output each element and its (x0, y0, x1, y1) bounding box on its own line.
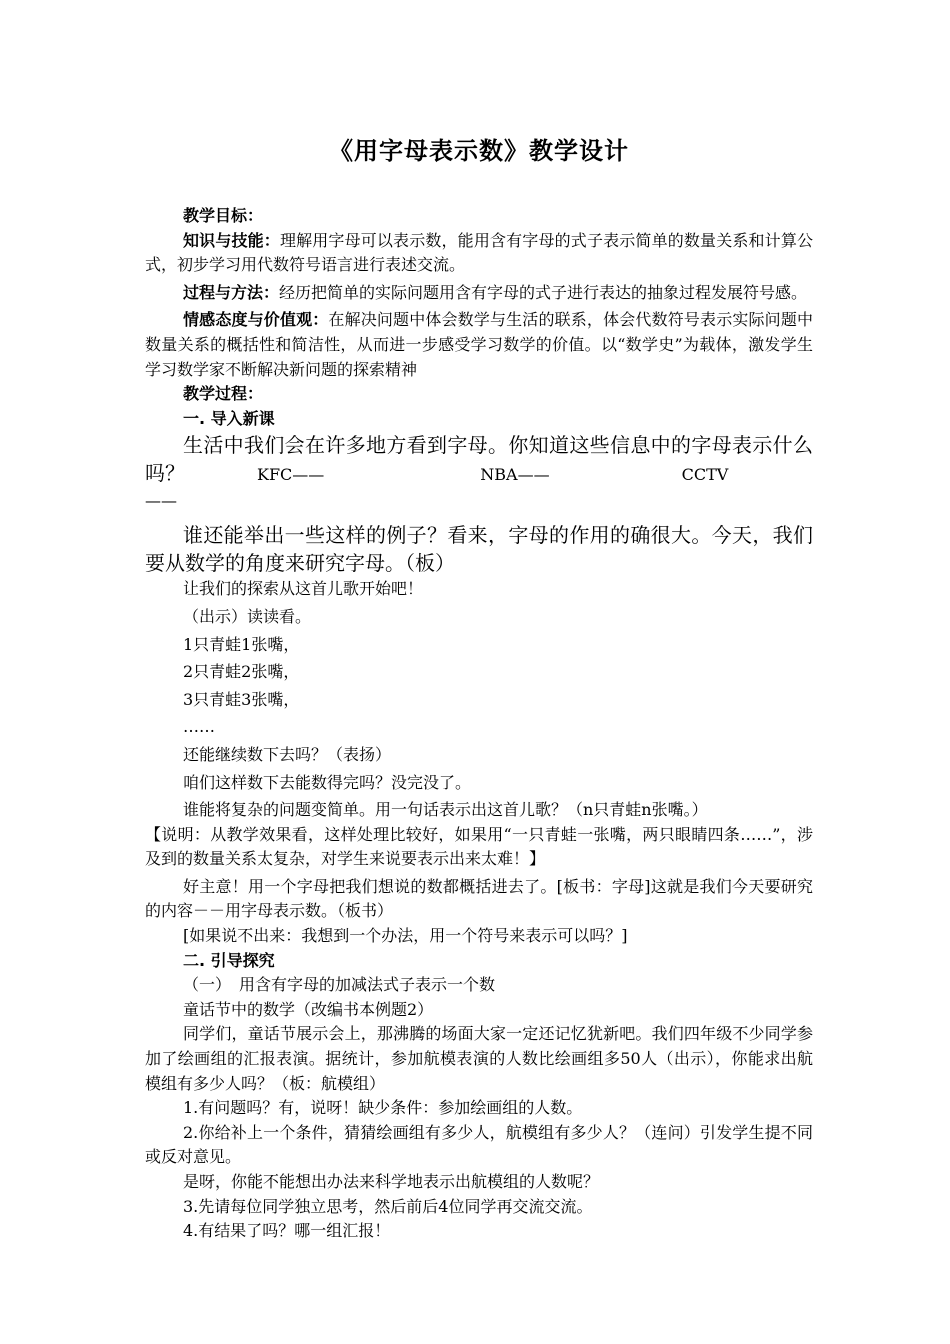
intro-text: 生活中我们会在许多地方看到字母。你知道这些信息中的字母表示什么吗？ (145, 433, 813, 486)
process-label: 过程与方法： (183, 282, 280, 302)
song-line: …… (183, 717, 215, 737)
fallback-paragraph: [如果说不出来：我想到一个办法，用一个符号来表示可以吗？] (183, 926, 628, 946)
emotion-paragraph (145, 308, 813, 382)
song-line: （出示）读读看。 (183, 606, 312, 626)
process-text: 经历把简单的实际问题用含有字母的式子进行表达的抽象过程发展符号感。 (279, 282, 808, 302)
goal-heading: 教学目标： (183, 206, 264, 225)
process-heading: 教学过程： (183, 384, 264, 404)
knowledge-label: 知识与技能： (183, 230, 280, 250)
abbr-kfc: KFC—— (257, 465, 325, 485)
knowledge-text: 理解用字母可以表示数，能用含有字母的式子表示简单的数量关系和计算公式，初步学习用代数符号语言进行表述交流。 (145, 230, 813, 275)
intro-paragraph (145, 431, 813, 489)
emotion-label: 情感态度与价值观： (183, 310, 329, 330)
abbr-nba: NBA—— (480, 465, 550, 485)
step-item: 3.先请每位同学独立思考，然后前后4位同学再交流交流。 (183, 1196, 593, 1216)
step-item: 1.有问题吗？有，说呀！缺少条件：参加绘画组的人数。 (183, 1098, 583, 1118)
section-heading-1: 一. 导入新课 (183, 408, 275, 428)
simplify-paragraph: 谁能将复杂的问题变简单。用一句话表示出这首儿歌？（n只青蛙n张嘴。） (183, 800, 708, 820)
song-line: 1只青蛙1张嘴， (183, 634, 300, 654)
note-paragraph: 【说明：从教学效果看，这样处理比较好，如果用“一只青蛙一张嘴，两只眼睛四条……”，涉及到的数量关系太复杂，对学生来说要表示出来太难！】 (145, 824, 813, 869)
subsection-example: 童话节中的数学（改编书本例题2） (183, 999, 434, 1019)
abbr-cctv: CCTV (681, 465, 729, 485)
song-line: 2只青蛙2张嘴， (183, 662, 300, 682)
process-paragraph (145, 281, 813, 306)
emotion-text: 在解决问题中体会数学与生活的联系，体会代数符号表示实际问题中数量关系的概括性和简洁性，从而进一步感受学习数学的价值。以“数学史”为载体，激发学生学习数学家不断解决新问题的探索精神 (145, 310, 813, 379)
document-title: 《用字母表示数》教学设计 (329, 137, 629, 165)
song-line: 咱们这样数下去能数得完吗？没完没了。 (183, 772, 472, 792)
document-body (145, 131, 813, 1244)
subsection-heading: （一） 用含有字母的加减法式子表示一个数 (183, 975, 496, 995)
song-line: 还能继续数下去吗？（表扬） (183, 744, 392, 764)
section-heading-2: 二. 引导探究 (183, 950, 275, 970)
knowledge-paragraph (145, 229, 813, 278)
step-item: 2.你给补上一个条件，猜猜绘画组有多少人，航模组有多少人？（连问）引发学生提不同或反对意见。 (145, 1122, 813, 1167)
song-line: 让我们的探索从这首儿歌开始吧！ (183, 579, 424, 599)
step-item: 是呀，你能不能想出办法来科学地表示出航模组的人数呢？ (183, 1172, 600, 1191)
song-line: 3只青蛙3张嘴， (183, 689, 300, 709)
step-item: 4.有结果了吗？哪一组汇报！ (183, 1221, 391, 1241)
idea-paragraph: 好主意！用一个字母把我们想说的数都概括进去了。[板书：字母]这就是我们今天要研究的内容－－用字母表示数。（板书） (145, 876, 813, 921)
story-paragraph: 同学们，童话节展示会上，那沸腾的场面大家一定还记忆犹新吧。我们四年级不少同学参加了绘画组的汇报表演。据统计，参加航模表演的人数比绘画组多50人（出示），你能求出航模组有多少人吗？（板：航模组） (145, 1024, 813, 1093)
example-paragraph: 谁还能举出一些这样的例子？看来，字母的作用的确很大。今天，我们要从数学的角度来研究字母。（板） (145, 523, 813, 576)
abbr-cctv-tail: —— (145, 491, 177, 511)
